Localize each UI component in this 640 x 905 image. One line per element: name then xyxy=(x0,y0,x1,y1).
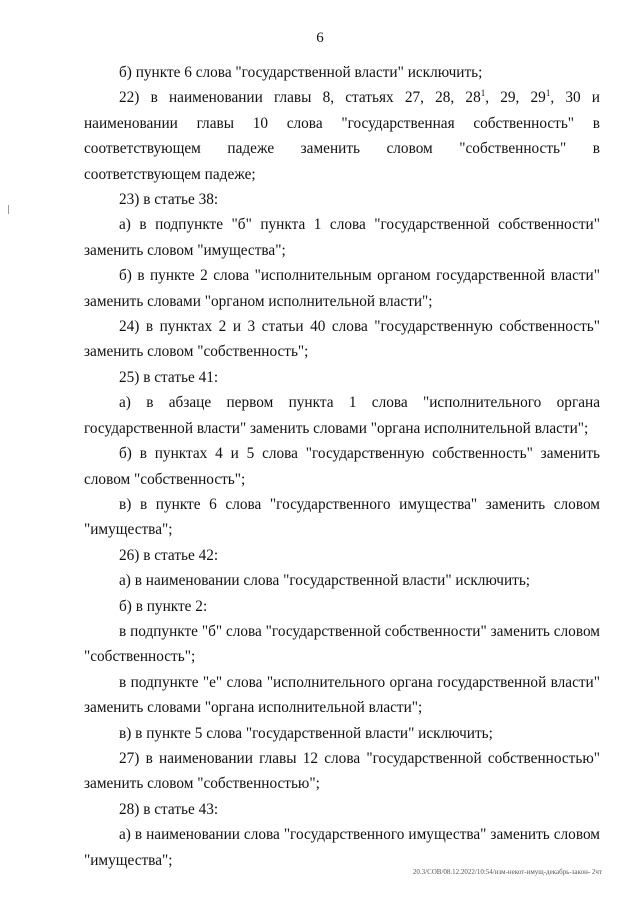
superscript: 1 xyxy=(480,88,486,99)
paragraph-25: 25) в статье 41: xyxy=(119,368,219,386)
paragraph-22-text: 22) в наименовании главы 8, статьях 27, 28, 28 xyxy=(119,89,481,107)
paragraph-28: 28) в статье 43: xyxy=(119,800,219,818)
paragraph-27: 27) в наименовании главы 12 слова "государственной собственностью" заменить словом "собственностью"; xyxy=(84,749,600,793)
paragraph-26-v: в) в пункте 5 слова "государственной власти" исключить; xyxy=(119,724,493,742)
page-number: 6 xyxy=(316,30,324,46)
paragraph-28-a: а) в наименовании слова "государственного имущества" заменить словом "имущества"; xyxy=(84,826,600,869)
paragraph-22 xyxy=(84,85,600,187)
paragraph-23-b: б) в пункте 2 слова "исполнительным органом государственной власти" заменить словами "органом исполнительной власти"; xyxy=(84,267,600,310)
paragraph-24: 24) в пунктах 2 и 3 статьи 40 слова "государственную собственность" заменить словом "собственность"; xyxy=(84,318,600,361)
paragraph-26-b-sub-e: в подпункте "е" слова "исполнительного органа государственной власти" заменить словами "органа исполнительной власти"; xyxy=(84,673,600,717)
paragraph-26: 26) в статье 42: xyxy=(119,546,219,564)
paragraph-26-b: б) в пункте 2: xyxy=(119,597,208,615)
paragraph-25-v: в) в пункте 6 слова "государственного имущества" заменить словом "имущества"; xyxy=(84,495,600,539)
paragraph-b-item-6: б) пункте 6 слова "государственной власти" исключить; xyxy=(119,64,483,81)
margin-mark xyxy=(8,205,9,214)
superscript: 1 xyxy=(545,88,551,99)
paragraph-25-b: б) в пунктах 4 и 5 слова "государственную собственность" заменить словом "собственность"; xyxy=(84,445,600,488)
paragraph-23: 23) в статье 38: xyxy=(119,191,219,209)
document-footer-code: 20.3/СОВ/08.12.2022/10:54/изм-некот-имущ-декабрь-закон- 2чт xyxy=(412,868,602,876)
paragraph-26-b-sub-b: в подпункте "б" слова "государственной собственности" заменить словом "собственность"; xyxy=(84,622,600,666)
paragraph-26-a: а) в наименовании слова "государственной власти" исключить; xyxy=(119,572,531,590)
paragraph-23-a: а) в подпункте "б" пункта 1 слова "государственной собственности" заменить словом "имущества"; xyxy=(84,216,600,259)
document-body xyxy=(84,60,600,873)
paragraph-22-mid: , 29, 29 xyxy=(485,89,546,107)
paragraph-25-a: а) в абзаце первом пункта 1 слова "исполнительного органа государственной власти" заменить словами "органа исполнительной власти"; xyxy=(84,394,600,437)
paragraph-22-rest: , 30 и наименовании главы 10 слова "государственная собственность" в соответствующем падеже заменить словом "собственность" в соответствующем падеже; xyxy=(84,89,600,183)
